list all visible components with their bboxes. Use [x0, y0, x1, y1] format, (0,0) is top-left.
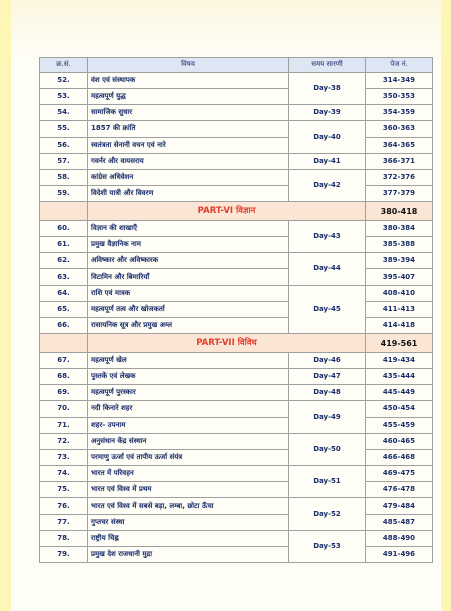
table-row [40, 253, 433, 269]
row-pages: 414-418 [366, 318, 433, 334]
row-day: Day-46 [289, 352, 366, 368]
header-schedule: समय सारणी [289, 58, 366, 73]
row-day: Day-49 [289, 401, 366, 433]
row-day: Day-40 [289, 121, 366, 153]
table-row [40, 121, 433, 137]
row-number: 69. [40, 385, 88, 401]
row-pages: 491-496 [366, 547, 433, 563]
part-title: PART-VII विविध [88, 334, 366, 353]
part-header-row [40, 334, 433, 353]
table-row [40, 449, 433, 465]
document-page [11, 0, 441, 611]
table-row [40, 547, 433, 563]
row-number: 55. [40, 121, 88, 137]
row-day: Day-38 [289, 72, 366, 104]
row-topic: रासायनिक सूत्र और प्रमुख अम्ल [88, 318, 289, 334]
row-pages: 485-487 [366, 514, 433, 530]
table-row [40, 72, 433, 88]
table-row [40, 285, 433, 301]
part-pages: 380-418 [366, 202, 433, 221]
row-topic: महत्वपूर्ण खेल [88, 352, 289, 368]
row-number: 70. [40, 401, 88, 417]
row-number: 54. [40, 105, 88, 121]
table-row [40, 385, 433, 401]
row-topic: प्रमुख देश राजधानी मुद्रा [88, 547, 289, 563]
row-number: 60. [40, 220, 88, 236]
table-row [40, 530, 433, 546]
part-spacer [40, 334, 88, 353]
row-number: 58. [40, 169, 88, 185]
part-title: PART-VI विज्ञान [88, 202, 366, 221]
row-topic: गुप्तचर संस्था [88, 514, 289, 530]
row-day: Day-43 [289, 220, 366, 252]
row-pages: 377-379 [366, 186, 433, 202]
table-row [40, 417, 433, 433]
row-pages: 479-484 [366, 498, 433, 514]
row-pages: 364-365 [366, 137, 433, 153]
table-row [40, 186, 433, 202]
row-number: 62. [40, 253, 88, 269]
row-pages: 372-376 [366, 169, 433, 185]
row-number: 74. [40, 466, 88, 482]
row-number: 72. [40, 433, 88, 449]
row-pages: 350-353 [366, 88, 433, 104]
row-pages: 419-434 [366, 352, 433, 368]
row-topic: राशि एवं मात्रक [88, 285, 289, 301]
row-pages: 435-444 [366, 368, 433, 384]
table-row [40, 514, 433, 530]
row-pages: 395-407 [366, 269, 433, 285]
part-header-row [40, 202, 433, 221]
row-number: 53. [40, 88, 88, 104]
row-topic: भारत एवं विश्व में प्रथम [88, 482, 289, 498]
row-number: 79. [40, 547, 88, 563]
row-pages: 360-363 [366, 121, 433, 137]
row-pages: 389-394 [366, 253, 433, 269]
row-topic: स्वतंत्रता सेनानी वचन एवं नारे [88, 137, 289, 153]
row-day: Day-48 [289, 385, 366, 401]
row-number: 61. [40, 237, 88, 253]
row-pages: 380-384 [366, 220, 433, 236]
row-topic: सामाजिक सुधार [88, 105, 289, 121]
row-topic: गवर्नर और वायसराय [88, 153, 289, 169]
row-topic: अनुसंधान केंद्र संस्थान [88, 433, 289, 449]
row-number: 78. [40, 530, 88, 546]
table-row [40, 269, 433, 285]
row-topic: भारत में परिवहन [88, 466, 289, 482]
row-pages: 445-449 [366, 385, 433, 401]
table-row [40, 301, 433, 317]
row-day: Day-53 [289, 530, 366, 562]
table-row [40, 498, 433, 514]
row-day: Day-44 [289, 253, 366, 285]
table-row [40, 237, 433, 253]
row-number: 77. [40, 514, 88, 530]
part-spacer [40, 202, 88, 221]
row-pages: 411-413 [366, 301, 433, 317]
table-row [40, 137, 433, 153]
row-pages: 476-478 [366, 482, 433, 498]
row-number: 64. [40, 285, 88, 301]
contents-table [39, 57, 433, 563]
row-number: 63. [40, 269, 88, 285]
row-number: 66. [40, 318, 88, 334]
header-topic: विषय [88, 58, 289, 73]
row-number: 59. [40, 186, 88, 202]
row-number: 56. [40, 137, 88, 153]
table-row [40, 153, 433, 169]
row-topic: राष्ट्रीय चिह्न [88, 530, 289, 546]
row-day: Day-50 [289, 433, 366, 465]
row-topic: वंश एवं संस्थापक [88, 72, 289, 88]
row-topic: शहर- उपनाम [88, 417, 289, 433]
row-number: 73. [40, 449, 88, 465]
table-row [40, 169, 433, 185]
row-pages: 408-410 [366, 285, 433, 301]
row-day: Day-41 [289, 153, 366, 169]
row-pages: 385-388 [366, 237, 433, 253]
row-pages: 469-475 [366, 466, 433, 482]
row-number: 68. [40, 368, 88, 384]
table-header-row [40, 58, 433, 73]
row-number: 75. [40, 482, 88, 498]
row-topic: प्रमुख वैज्ञानिक नाम [88, 237, 289, 253]
table-row [40, 466, 433, 482]
row-topic: महत्वपूर्ण पुरस्कार [88, 385, 289, 401]
row-topic: विटामिन और बिमारियाँ [88, 269, 289, 285]
row-number: 52. [40, 72, 88, 88]
row-topic: विदेशी यात्री और विवरण [88, 186, 289, 202]
header-page-number: पेज नं. [366, 58, 433, 73]
table-row [40, 482, 433, 498]
table-row [40, 401, 433, 417]
row-topic: महत्वपूर्ण युद्ध [88, 88, 289, 104]
part-pages: 419-561 [366, 334, 433, 353]
row-day: Day-52 [289, 498, 366, 530]
row-topic: पुस्तकें एवं लेखक [88, 368, 289, 384]
row-pages: 354-359 [366, 105, 433, 121]
table-row [40, 88, 433, 104]
row-pages: 466-468 [366, 449, 433, 465]
row-topic: 1857 की क्रांति [88, 121, 289, 137]
row-number: 65. [40, 301, 88, 317]
row-topic: भारत एवं विश्व में सबसे बड़ा, लम्बा, छोटा ऊँचा [88, 498, 289, 514]
row-number: 57. [40, 153, 88, 169]
row-day: Day-39 [289, 105, 366, 121]
row-pages: 455-459 [366, 417, 433, 433]
row-topic: नदी किनारे शहर [88, 401, 289, 417]
row-pages: 314-349 [366, 72, 433, 88]
row-topic: परमाणु ऊर्जा एवं तापीय ऊर्जा संयंत्र [88, 449, 289, 465]
row-pages: 450-454 [366, 401, 433, 417]
row-topic: अविष्कार और अविष्कारक [88, 253, 289, 269]
row-topic: विज्ञान की शाखाएँ [88, 220, 289, 236]
table-row [40, 220, 433, 236]
row-day: Day-47 [289, 368, 366, 384]
table-row [40, 318, 433, 334]
header-serial-number: क्र.सं. [40, 58, 88, 73]
table-row [40, 368, 433, 384]
row-topic: कांग्रेस अधिवेशन [88, 169, 289, 185]
row-day: Day-42 [289, 169, 366, 201]
table-row [40, 433, 433, 449]
row-number: 76. [40, 498, 88, 514]
table-row [40, 105, 433, 121]
row-day: Day-51 [289, 466, 366, 498]
row-pages: 460-465 [366, 433, 433, 449]
row-pages: 488-490 [366, 530, 433, 546]
table-row [40, 352, 433, 368]
row-day: Day-45 [289, 285, 366, 334]
row-topic: महत्वपूर्ण तत्व और खोजकर्ता [88, 301, 289, 317]
row-pages: 366-371 [366, 153, 433, 169]
row-number: 71. [40, 417, 88, 433]
row-number: 67. [40, 352, 88, 368]
